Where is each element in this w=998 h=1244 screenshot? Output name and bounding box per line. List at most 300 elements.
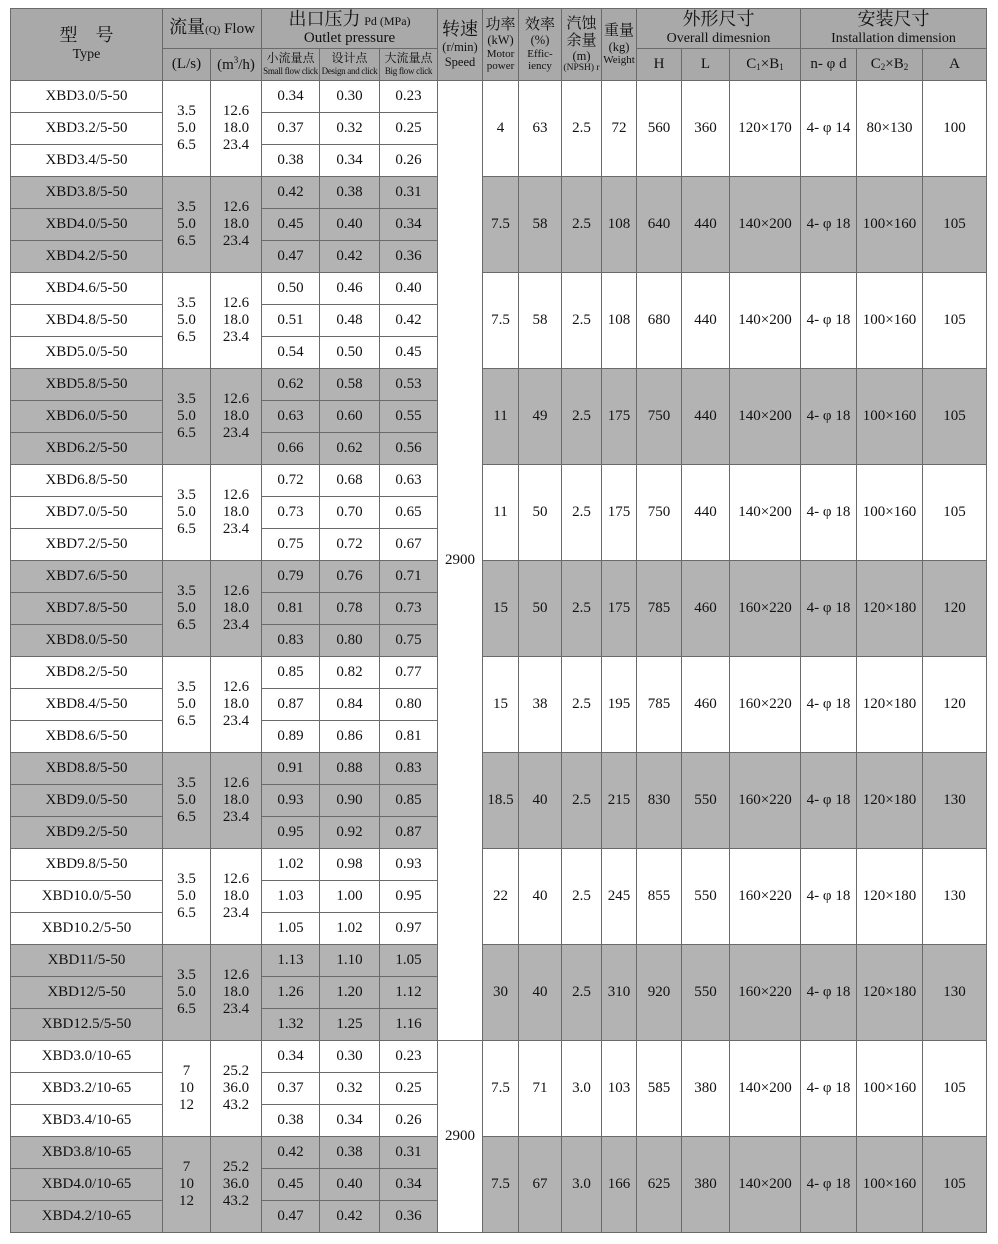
- flow-m3h-value: 23.4: [222, 713, 250, 730]
- install-a-cell: 130: [923, 849, 987, 945]
- model-type-cell: XBD10.2/5-50: [11, 913, 163, 945]
- install-c2b2-cell: 100×160: [857, 177, 923, 273]
- pressure-design-cell: 0.32: [320, 1073, 380, 1105]
- header-speed-zh: 转速: [442, 18, 478, 40]
- pressure-small-cell: 0.37: [262, 113, 320, 145]
- header-type-zh: 型 号: [59, 25, 114, 47]
- header-power-en2: power: [486, 60, 515, 73]
- flow-m3h-value: 12.6: [222, 486, 250, 503]
- pressure-small-cell: 0.34: [262, 81, 320, 113]
- model-type-cell: XBD12.5/5-50: [11, 1009, 163, 1041]
- pressure-big-cell: 0.34: [380, 209, 438, 241]
- flow-m3h-value: 18.0: [222, 215, 250, 232]
- install-c2b2-cell: 80×130: [857, 81, 923, 177]
- header-speed-en: Speed: [444, 54, 476, 69]
- power-cell: 15: [483, 657, 519, 753]
- flow-ls-value: 3.5: [177, 870, 196, 887]
- flow-m3h-cell: [211, 81, 262, 177]
- pressure-small-cell: 0.63: [262, 401, 320, 433]
- model-type-cell: XBD6.2/5-50: [11, 433, 163, 465]
- efficiency-cell: 63: [519, 81, 562, 177]
- header-speed: [438, 9, 483, 81]
- install-c2b2-cell: 100×160: [857, 465, 923, 561]
- efficiency-cell: 58: [519, 177, 562, 273]
- flow-ls-value: 10: [179, 1079, 194, 1096]
- pressure-design-cell: 0.84: [320, 689, 380, 721]
- table-row: [11, 561, 987, 593]
- power-cell: 30: [483, 945, 519, 1041]
- npsh-cell: 2.5: [562, 945, 602, 1041]
- flow-m3h-cell: [211, 657, 262, 753]
- install-a-cell: 105: [923, 273, 987, 369]
- install-nphid-cell: 4- φ 18: [801, 561, 857, 657]
- header-pressure-en: Outlet pressure: [303, 30, 396, 47]
- install-a-cell: 100: [923, 81, 987, 177]
- pressure-big-cell: 1.12: [380, 977, 438, 1009]
- header-weight-en: Weight: [603, 53, 635, 66]
- dim-c1b1-cell: 160×220: [730, 753, 801, 849]
- pressure-big-cell: 0.23: [380, 81, 438, 113]
- pressure-small-cell: 0.51: [262, 305, 320, 337]
- flow-m3h-value: 18.0: [222, 791, 250, 808]
- flow-ls-value: 6.5: [177, 329, 196, 346]
- install-nphid-cell: 4- φ 18: [801, 849, 857, 945]
- model-type-cell: XBD3.4/5-50: [11, 145, 163, 177]
- flow-m3h-value: 12.6: [222, 870, 250, 887]
- model-type-cell: XBD8.8/5-50: [11, 753, 163, 785]
- flow-m3h-value: 12.6: [222, 774, 250, 791]
- header-power-unit: (kW): [487, 33, 514, 48]
- pressure-small-cell: 0.81: [262, 593, 320, 625]
- pressure-big-cell: 0.80: [380, 689, 438, 721]
- power-cell: 7.5: [483, 1041, 519, 1137]
- pressure-big-cell: 0.26: [380, 1105, 438, 1137]
- weight-cell: 103: [602, 1041, 637, 1137]
- flow-ls-value: 6.5: [177, 713, 196, 730]
- flow-m3h-cell: [211, 849, 262, 945]
- pressure-design-cell: 0.70: [320, 497, 380, 529]
- efficiency-cell: 58: [519, 273, 562, 369]
- pressure-design-cell: 0.78: [320, 593, 380, 625]
- dim-l-cell: 380: [682, 1137, 730, 1233]
- npsh-cell: 3.0: [562, 1041, 602, 1137]
- install-a-cell: 105: [923, 369, 987, 465]
- header-npsh-unit: (m): [572, 49, 591, 64]
- pressure-small-cell: 0.79: [262, 561, 320, 593]
- table-row: [11, 177, 987, 209]
- install-nphid-cell: 4- φ 18: [801, 657, 857, 753]
- install-c2b2-cell: 120×180: [857, 753, 923, 849]
- pressure-big-cell: 0.95: [380, 881, 438, 913]
- pressure-small-cell: 0.42: [262, 177, 320, 209]
- dim-l-cell: 460: [682, 561, 730, 657]
- efficiency-cell: 67: [519, 1137, 562, 1233]
- dim-c1b1-cell: 140×200: [730, 273, 801, 369]
- dim-h-cell: 785: [637, 657, 682, 753]
- pressure-small-cell: 0.83: [262, 625, 320, 657]
- dim-h-cell: 750: [637, 369, 682, 465]
- header-p-small: 小流量点 Small flow click: [262, 49, 320, 81]
- efficiency-cell: 40: [519, 945, 562, 1041]
- efficiency-cell: 50: [519, 561, 562, 657]
- model-type-cell: XBD8.2/5-50: [11, 657, 163, 689]
- pressure-big-cell: 0.75: [380, 625, 438, 657]
- flow-m3h-value: 18.0: [222, 311, 250, 328]
- dim-c1b1-cell: 160×220: [730, 849, 801, 945]
- flow-m3h-value: 12.6: [222, 582, 250, 599]
- pressure-design-cell: 0.38: [320, 1137, 380, 1169]
- header-install: [801, 9, 987, 49]
- flow-m3h-cell: [211, 945, 262, 1041]
- model-type-cell: XBD6.8/5-50: [11, 465, 163, 497]
- flow-ls-value: 5.0: [177, 791, 196, 808]
- header-install-en: Installation dimension: [831, 30, 956, 46]
- header-col-l: L: [682, 49, 730, 81]
- npsh-cell: 3.0: [562, 1137, 602, 1233]
- pressure-big-cell: 0.55: [380, 401, 438, 433]
- install-a-cell: 105: [923, 177, 987, 273]
- pressure-small-cell: 0.45: [262, 209, 320, 241]
- pressure-small-cell: 0.47: [262, 1201, 320, 1233]
- pressure-big-cell: 0.23: [380, 1041, 438, 1073]
- header-eff-en2: iency: [528, 60, 552, 73]
- pressure-small-cell: 0.42: [262, 1137, 320, 1169]
- model-type-cell: XBD12/5-50: [11, 977, 163, 1009]
- table-row: [11, 1041, 987, 1073]
- pressure-big-cell: 0.25: [380, 113, 438, 145]
- pressure-small-cell: 0.87: [262, 689, 320, 721]
- dim-c1b1-cell: 140×200: [730, 369, 801, 465]
- pressure-small-cell: 0.91: [262, 753, 320, 785]
- model-type-cell: XBD4.2/10-65: [11, 1201, 163, 1233]
- flow-ls-value: 12: [179, 1097, 194, 1114]
- model-type-cell: XBD5.0/5-50: [11, 337, 163, 369]
- flow-ls-value: 3.5: [177, 390, 196, 407]
- dim-c1b1-cell: 120×170: [730, 81, 801, 177]
- power-cell: 7.5: [483, 177, 519, 273]
- pressure-design-cell: 0.30: [320, 1041, 380, 1073]
- flow-m3h-value: 18.0: [222, 119, 250, 136]
- model-type-cell: XBD3.8/5-50: [11, 177, 163, 209]
- install-c2b2-cell: 120×180: [857, 657, 923, 753]
- pressure-small-cell: 0.38: [262, 1105, 320, 1137]
- install-a-cell: 130: [923, 753, 987, 849]
- install-nphid-cell: 4- φ 18: [801, 369, 857, 465]
- flow-ls-value: 5.0: [177, 983, 196, 1000]
- pressure-small-cell: 1.32: [262, 1009, 320, 1041]
- pressure-big-cell: 0.25: [380, 1073, 438, 1105]
- pressure-small-cell: 0.72: [262, 465, 320, 497]
- pressure-big-cell: 0.36: [380, 1201, 438, 1233]
- install-c2b2-cell: 100×160: [857, 1137, 923, 1233]
- install-nphid-cell: 4- φ 18: [801, 177, 857, 273]
- flow-ls-value: 5.0: [177, 695, 196, 712]
- pressure-big-cell: 0.26: [380, 145, 438, 177]
- pressure-big-cell: 0.40: [380, 273, 438, 305]
- pressure-design-cell: 0.42: [320, 1201, 380, 1233]
- model-type-cell: XBD4.0/10-65: [11, 1169, 163, 1201]
- npsh-cell: 2.5: [562, 177, 602, 273]
- dim-h-cell: 830: [637, 753, 682, 849]
- power-cell: 11: [483, 369, 519, 465]
- model-type-cell: XBD3.8/10-65: [11, 1137, 163, 1169]
- flow-ls-value: 6.5: [177, 809, 196, 826]
- dim-l-cell: 380: [682, 1041, 730, 1137]
- flow-m3h-value: 18.0: [222, 503, 250, 520]
- npsh-cell: 2.5: [562, 81, 602, 177]
- dim-l-cell: 440: [682, 273, 730, 369]
- table-row: [11, 273, 987, 305]
- weight-cell: 175: [602, 369, 637, 465]
- table-header: [11, 9, 987, 81]
- pressure-design-cell: 1.02: [320, 913, 380, 945]
- pressure-design-cell: 0.40: [320, 1169, 380, 1201]
- install-c2b2-cell: 120×180: [857, 561, 923, 657]
- dim-l-cell: 360: [682, 81, 730, 177]
- flow-m3h-value: 23.4: [222, 137, 250, 154]
- model-type-cell: XBD7.2/5-50: [11, 529, 163, 561]
- flow-ls-cell: [163, 561, 211, 657]
- flow-ls-value: 6.5: [177, 137, 196, 154]
- pressure-big-cell: 1.05: [380, 945, 438, 977]
- flow-ls-cell: [163, 177, 211, 273]
- header-weight-unit: (kg): [608, 39, 630, 54]
- pressure-big-cell: 0.85: [380, 785, 438, 817]
- install-a-cell: 120: [923, 657, 987, 753]
- flow-m3h-value: 12.6: [222, 966, 250, 983]
- pressure-small-cell: 1.26: [262, 977, 320, 1009]
- flow-ls-value: 6.5: [177, 905, 196, 922]
- flow-ls-value: 5.0: [177, 311, 196, 328]
- flow-ls-value: 6.5: [177, 521, 196, 538]
- install-c2b2-cell: 100×160: [857, 1041, 923, 1137]
- pressure-design-cell: 0.90: [320, 785, 380, 817]
- header-col-h: H: [637, 49, 682, 81]
- dim-l-cell: 460: [682, 657, 730, 753]
- pressure-design-cell: 0.48: [320, 305, 380, 337]
- model-type-cell: XBD3.0/5-50: [11, 81, 163, 113]
- npsh-cell: 2.5: [562, 561, 602, 657]
- pressure-big-cell: 0.73: [380, 593, 438, 625]
- install-c2b2-cell: 100×160: [857, 273, 923, 369]
- power-cell: 7.5: [483, 273, 519, 369]
- install-a-cell: 105: [923, 465, 987, 561]
- header-flow: [163, 9, 262, 49]
- pressure-design-cell: 0.40: [320, 209, 380, 241]
- efficiency-cell: 40: [519, 849, 562, 945]
- flow-ls-value: 6.5: [177, 1001, 196, 1018]
- table-row: [11, 945, 987, 977]
- install-nphid-cell: 4- φ 14: [801, 81, 857, 177]
- dim-c1b1-cell: 160×220: [730, 561, 801, 657]
- install-nphid-cell: 4- φ 18: [801, 945, 857, 1041]
- pressure-small-cell: 0.54: [262, 337, 320, 369]
- flow-m3h-cell: [211, 465, 262, 561]
- pressure-small-cell: 0.66: [262, 433, 320, 465]
- model-type-cell: XBD9.0/5-50: [11, 785, 163, 817]
- npsh-cell: 2.5: [562, 753, 602, 849]
- model-type-cell: XBD4.6/5-50: [11, 273, 163, 305]
- flow-m3h-value: 12.6: [222, 390, 250, 407]
- model-type-cell: XBD9.8/5-50: [11, 849, 163, 881]
- pressure-small-cell: 0.37: [262, 1073, 320, 1105]
- pressure-small-cell: 1.02: [262, 849, 320, 881]
- weight-cell: 175: [602, 465, 637, 561]
- flow-m3h-value: 23.4: [222, 905, 250, 922]
- dim-h-cell: 585: [637, 1041, 682, 1137]
- flow-ls-value: 3.5: [177, 774, 196, 791]
- model-type-cell: XBD7.6/5-50: [11, 561, 163, 593]
- flow-ls-value: 5.0: [177, 887, 196, 904]
- header-efficiency: [519, 9, 562, 81]
- pressure-small-cell: 0.38: [262, 145, 320, 177]
- header-weight-zh: 重量: [603, 21, 634, 40]
- flow-ls-cell: [163, 753, 211, 849]
- weight-cell: 108: [602, 177, 637, 273]
- header-npsh: [562, 9, 602, 81]
- pressure-big-cell: 0.31: [380, 1137, 438, 1169]
- dim-l-cell: 550: [682, 753, 730, 849]
- model-type-cell: XBD9.2/5-50: [11, 817, 163, 849]
- install-nphid-cell: 4- φ 18: [801, 1041, 857, 1137]
- power-cell: 7.5: [483, 1137, 519, 1233]
- power-cell: 18.5: [483, 753, 519, 849]
- dim-h-cell: 855: [637, 849, 682, 945]
- dim-l-cell: 440: [682, 465, 730, 561]
- install-a-cell: 120: [923, 561, 987, 657]
- install-nphid-cell: 4- φ 18: [801, 465, 857, 561]
- header-npsh-zh2: 余量: [566, 30, 597, 49]
- header-eff-unit: (%): [530, 33, 550, 48]
- pressure-big-cell: 1.16: [380, 1009, 438, 1041]
- flow-m3h-value: 25.2: [222, 1158, 250, 1175]
- dim-l-cell: 440: [682, 177, 730, 273]
- flow-m3h-value: 18.0: [222, 887, 250, 904]
- dim-h-cell: 680: [637, 273, 682, 369]
- flow-ls-value: 5.0: [177, 407, 196, 424]
- install-a-cell: 105: [923, 1041, 987, 1137]
- pressure-design-cell: 1.00: [320, 881, 380, 913]
- model-type-cell: XBD7.0/5-50: [11, 497, 163, 529]
- dim-h-cell: 640: [637, 177, 682, 273]
- dim-c1b1-cell: 140×200: [730, 177, 801, 273]
- flow-ls-cell: [163, 1137, 211, 1233]
- speed-cell: 2900: [438, 1041, 483, 1233]
- power-cell: 15: [483, 561, 519, 657]
- pressure-design-cell: 0.34: [320, 1105, 380, 1137]
- efficiency-cell: 71: [519, 1041, 562, 1137]
- dim-c1b1-cell: 160×220: [730, 657, 801, 753]
- pressure-design-cell: 0.62: [320, 433, 380, 465]
- pressure-small-cell: 0.62: [262, 369, 320, 401]
- model-type-cell: XBD3.2/10-65: [11, 1073, 163, 1105]
- pressure-design-cell: 0.86: [320, 721, 380, 753]
- header-npsh-zh1: 汽蚀: [566, 13, 597, 32]
- flow-ls-value: 5.0: [177, 215, 196, 232]
- flow-ls-cell: [163, 657, 211, 753]
- pressure-big-cell: 0.34: [380, 1169, 438, 1201]
- table-row: [11, 849, 987, 881]
- header-flow-m3h: $(m^3/h)$: [211, 49, 262, 81]
- flow-m3h-value: 23.4: [222, 1001, 250, 1018]
- header-col-a: A: [923, 49, 987, 81]
- pressure-design-cell: 0.46: [320, 273, 380, 305]
- dim-h-cell: 920: [637, 945, 682, 1041]
- header-power-en1: Motor: [486, 47, 515, 60]
- flow-ls-value: 3.5: [177, 678, 196, 695]
- power-cell: 11: [483, 465, 519, 561]
- flow-ls-cell: [163, 273, 211, 369]
- flow-ls-value: 3.5: [177, 582, 196, 599]
- pressure-big-cell: 0.71: [380, 561, 438, 593]
- npsh-cell: 2.5: [562, 849, 602, 945]
- pressure-small-cell: 0.85: [262, 657, 320, 689]
- header-power-zh: 功率: [485, 15, 516, 34]
- model-type-cell: XBD7.8/5-50: [11, 593, 163, 625]
- dim-h-cell: 560: [637, 81, 682, 177]
- pump-spec-table: [10, 8, 987, 1233]
- table-row: [11, 465, 987, 497]
- pressure-small-cell: 0.47: [262, 241, 320, 273]
- dim-c1b1-cell: 140×200: [730, 1041, 801, 1137]
- weight-cell: 72: [602, 81, 637, 177]
- flow-ls-value: 5.0: [177, 119, 196, 136]
- pressure-small-cell: 1.05: [262, 913, 320, 945]
- flow-m3h-value: 18.0: [222, 407, 250, 424]
- header-col-nphid: n- φ d: [801, 49, 857, 81]
- flow-ls-cell: [163, 849, 211, 945]
- pressure-small-cell: 0.95: [262, 817, 320, 849]
- header-col-c2b2: $C_2\times B_2$: [857, 49, 923, 81]
- model-type-cell: XBD3.4/10-65: [11, 1105, 163, 1137]
- pressure-big-cell: 0.42: [380, 305, 438, 337]
- efficiency-cell: 38: [519, 657, 562, 753]
- dim-l-cell: 550: [682, 945, 730, 1041]
- flow-ls-value: 6.5: [177, 425, 196, 442]
- header-flow-ls: (L/s): [163, 49, 211, 81]
- flow-ls-value: 3.5: [177, 102, 196, 119]
- pressure-design-cell: 1.25: [320, 1009, 380, 1041]
- pressure-design-cell: 0.98: [320, 849, 380, 881]
- model-type-cell: XBD4.0/5-50: [11, 209, 163, 241]
- model-type-cell: XBD8.6/5-50: [11, 721, 163, 753]
- flow-m3h-value: 23.4: [222, 425, 250, 442]
- header-flow-q: (Q): [205, 24, 221, 37]
- pressure-design-cell: 0.68: [320, 465, 380, 497]
- pressure-big-cell: 0.45: [380, 337, 438, 369]
- pressure-small-cell: 1.13: [262, 945, 320, 977]
- pressure-small-cell: 0.73: [262, 497, 320, 529]
- install-c2b2-cell: 100×160: [857, 369, 923, 465]
- flow-m3h-value: 25.2: [222, 1062, 250, 1079]
- weight-cell: 245: [602, 849, 637, 945]
- npsh-cell: 2.5: [562, 369, 602, 465]
- flow-ls-value: 3.5: [177, 294, 196, 311]
- efficiency-cell: 50: [519, 465, 562, 561]
- flow-m3h-cell: [211, 1137, 262, 1233]
- install-c2b2-cell: 120×180: [857, 945, 923, 1041]
- flow-m3h-value: 23.4: [222, 809, 250, 826]
- model-type-cell: XBD5.8/5-50: [11, 369, 163, 401]
- flow-ls-cell: [163, 945, 211, 1041]
- pressure-design-cell: 0.50: [320, 337, 380, 369]
- dim-h-cell: 750: [637, 465, 682, 561]
- flow-ls-cell: [163, 1041, 211, 1137]
- pressure-small-cell: 0.45: [262, 1169, 320, 1201]
- flow-ls-value: 3.5: [177, 966, 196, 983]
- flow-ls-value: 10: [179, 1175, 194, 1192]
- header-pressure-pd: Pd (MPa): [364, 13, 411, 28]
